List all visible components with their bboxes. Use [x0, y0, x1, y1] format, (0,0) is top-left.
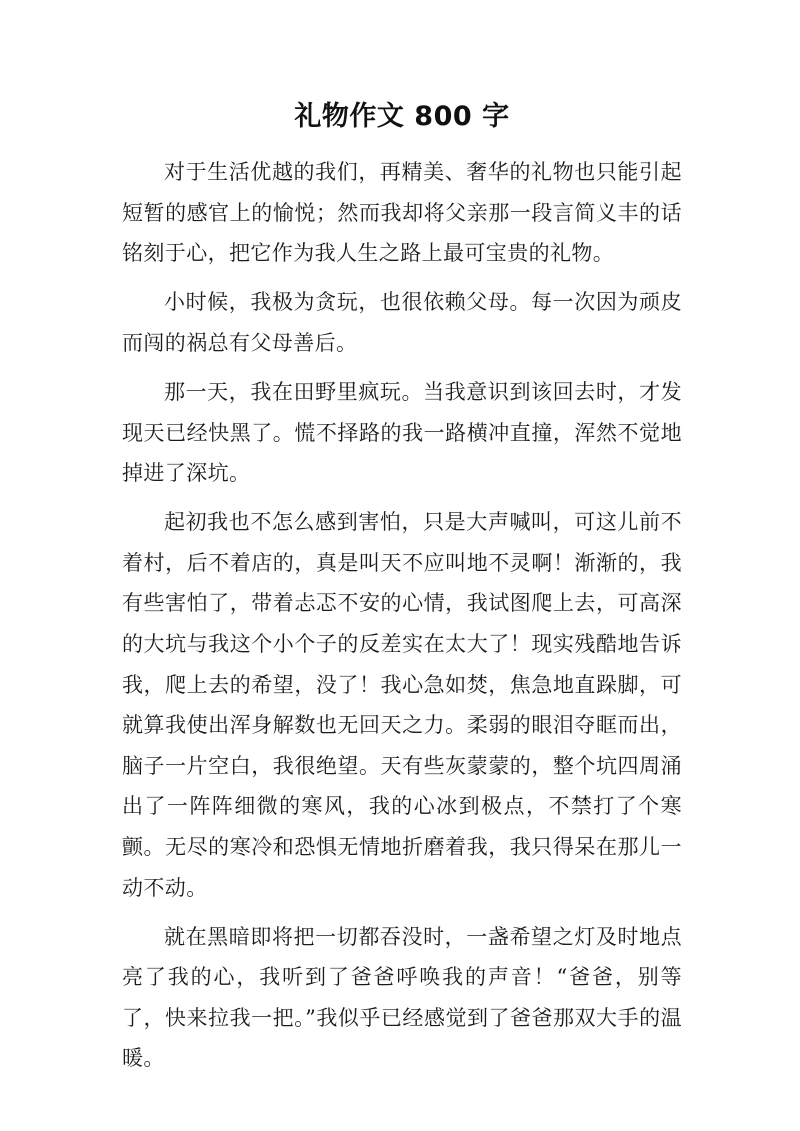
paragraph-1: 对于生活优越的我们，再精美、奢华的礼物也只能引起短暂的感官上的愉悦；然而我却将父亲那一段言简义丰的话铭刻于心，把它作为我人生之路上最可宝贵的礼物。	[122, 160, 682, 266]
document-title: 礼物作文 800 字	[294, 101, 510, 132]
paragraph-2: 小时候，我极为贪玩，也很依赖父母。每一次因为顽皮而闯的祸总有父母善后。	[122, 290, 682, 355]
document-body	[122, 152, 682, 1079]
paragraph-4: 起初我也不怎么感到害怕，只是大声喊叫，可这儿前不着村，后不着店的，真是叫天不应叫地不灵啊！渐渐的，我有些害怕了，带着忐忑不安的心情，我试图爬上去，可高深的大坑与我这个小个子的反差实在太大了！现实残酷地告诉我，爬上去的希望，没了！我心急如焚，焦急地直跺脚，可就算我使出浑身解数也无回天之力。柔弱的眼泪夺眶而出，脑子一片空白，我很绝望。天有些灰蒙蒙的，整个坑四周涌出了一阵阵细微的寒风，我的心冰到极点，不禁打了个寒颤。无尽的寒冷和恐惧无情地折磨着我，我只得呆在那儿一动不动。	[122, 510, 682, 900]
paragraph-5: 就在黑暗即将把一切都吞没时，一盏希望之灯及时地点亮了我的心，我听到了爸爸呼唤我的声音！“爸爸，别等了，快来拉我一把。”我似乎已经感觉到了爸爸那双大手的温暖。	[122, 924, 682, 1071]
paragraph-3: 那一天，我在田野里疯玩。当我意识到该回去时，才发现天已经快黑了。慌不择路的我一路横冲直撞，浑然不觉地掉进了深坑。	[122, 379, 682, 486]
